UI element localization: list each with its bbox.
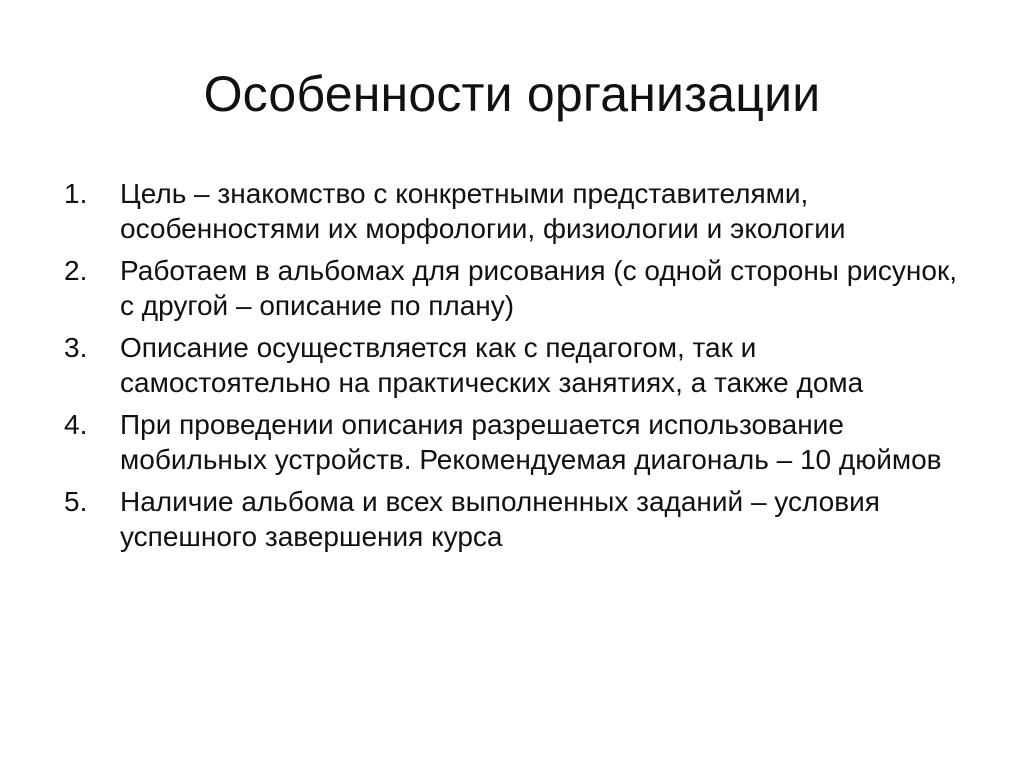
list-item (64, 330, 964, 400)
list-item-number: 3. (64, 332, 88, 363)
list-item (64, 407, 964, 477)
list-item-text: Описание осуществляется как с педагогом, так и самостоятельно на практических занятиях, а также дома (120, 332, 864, 398)
list-item-text: При проведении описания разрешается использование мобильных устройств. Рекомендуемая диагональ – 10 дюймов (120, 409, 942, 475)
list-item (64, 253, 964, 323)
list-item (64, 176, 964, 246)
list-item-number: 2. (64, 255, 88, 286)
list-item (64, 484, 964, 554)
list-item-number: 1. (64, 178, 88, 209)
list-item-text: Работаем в альбомах для рисования (с одной стороны рисунок, с другой – описание по плану) (120, 255, 957, 321)
slide-title: Особенности организации (203, 66, 821, 122)
list-item-text: Цель – знакомство с конкретными представителями, особенностями их морфологии, физиологии и экологии (120, 178, 846, 244)
numbered-list (64, 176, 964, 561)
list-item-number: 5. (64, 486, 88, 517)
list-item-number: 4. (64, 409, 88, 440)
list-item-text: Наличие альбома и всех выполненных заданий – условия успешного завершения курса (120, 486, 880, 552)
